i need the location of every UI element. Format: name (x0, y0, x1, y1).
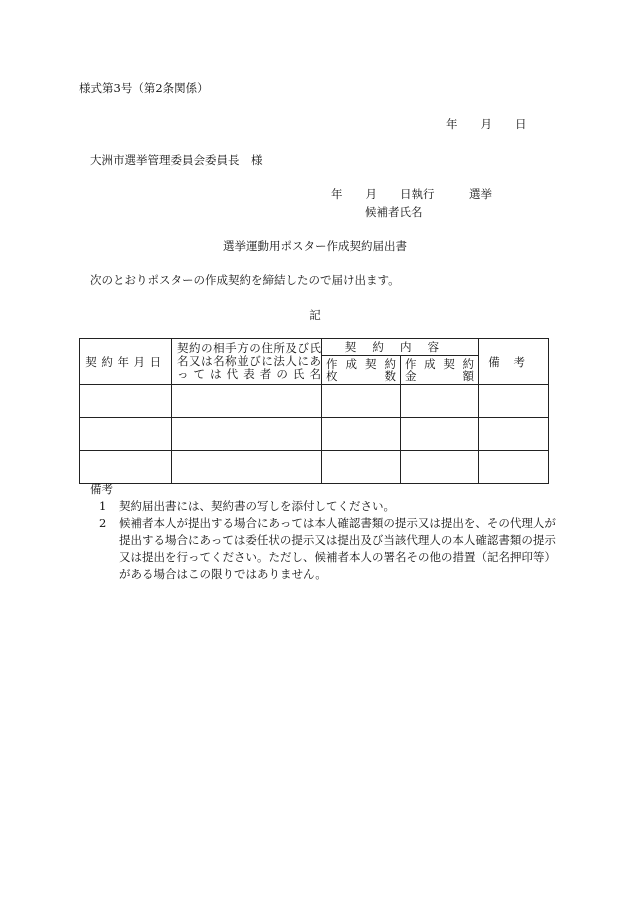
cell-poster-count[interactable] (322, 385, 401, 418)
cell-contract-party[interactable] (172, 451, 322, 484)
note-item-1 (99, 498, 559, 515)
header-contract-amount-left: 金 (405, 369, 417, 383)
cell-contract-party[interactable] (172, 418, 322, 451)
cell-contract-amount[interactable] (401, 451, 479, 484)
cell-contract-party[interactable] (172, 385, 322, 418)
election-date-line: 年 月 日執行 選挙 (331, 187, 492, 201)
header-poster-count-top: 作成契約 (326, 357, 396, 371)
cell-contract-date[interactable] (80, 385, 172, 418)
note-item-2 (99, 515, 559, 583)
form-number: 様式第3号（第2条関係） (79, 81, 209, 95)
note-number: 2 (99, 516, 107, 530)
cell-contract-amount[interactable] (401, 418, 479, 451)
ki-heading: 記 (309, 308, 321, 322)
document-title: 選挙運動用ポスター作成契約届出書 (223, 239, 407, 253)
header-contract-amount-top: 作成契約 (405, 357, 474, 371)
cell-contract-date[interactable] (80, 451, 172, 484)
note-number: 1 (99, 499, 107, 513)
cell-remarks[interactable] (479, 418, 549, 451)
cell-contract-date[interactable] (80, 418, 172, 451)
table-row (80, 451, 549, 484)
header-contract-party: 契約の相手方の住所及び氏名又は名称並びに法人にあっては代表者の氏名 (172, 339, 322, 385)
header-poster-count (322, 356, 401, 385)
header-poster-count-left: 枚 (326, 369, 338, 383)
table-row (80, 418, 549, 451)
candidate-name-label: 候補者氏名 (365, 205, 423, 219)
header-contract-date: 契約年月日 (80, 339, 172, 385)
header-remarks: 備考 (479, 339, 549, 385)
cell-remarks[interactable] (479, 385, 549, 418)
cell-poster-count[interactable] (322, 451, 401, 484)
cell-contract-amount[interactable] (401, 385, 479, 418)
header-contract-amount (401, 356, 479, 385)
note-text: 契約届出書には、契約書の写しを添付してください。 (119, 499, 395, 513)
cell-remarks[interactable] (479, 451, 549, 484)
table-row (80, 385, 549, 418)
note-text: 候補者本人が提出する場合にあっては本人確認書類の提示又は提出を、その代理人が提出する場合にあっては委任状の提示又は提出及び当該代理人の本人確認書類の提示又は提出を行ってください。ただし、候補者本人の署名その他の措置（記名押印等）がある場合はこの限りではありません。 (119, 516, 556, 581)
intro-text: 次のとおりポスターの作成契約を締結したので届け出ます。 (90, 273, 400, 287)
header-contract-content: 契約内容 (322, 339, 479, 356)
notes-title: 備考 (90, 482, 113, 496)
addressee: 大洲市選挙管理委員会委員長 様 (90, 153, 263, 167)
submission-date: 年 月 日 (446, 117, 527, 131)
header-contract-amount-right: 額 (462, 369, 474, 383)
contract-table (79, 338, 549, 484)
cell-poster-count[interactable] (322, 418, 401, 451)
header-poster-count-right: 数 (384, 369, 396, 383)
